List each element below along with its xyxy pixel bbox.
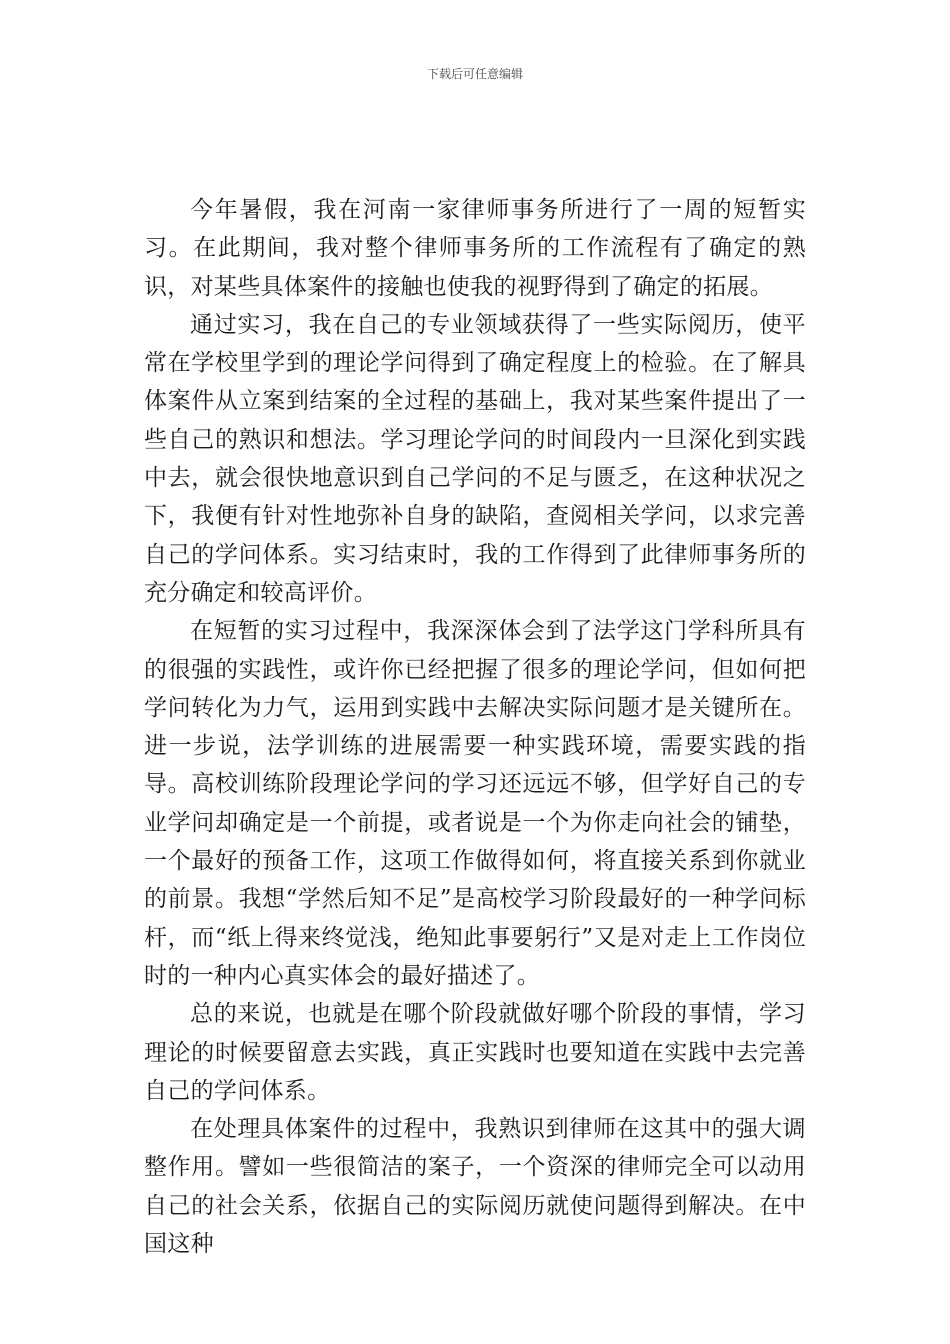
paragraph: 在处理具体案件的过程中，我熟识到律师在这其中的强大调整作用。譬如一些很简洁的案子，一个资深的律师完全可以动用自己的社会关系，依据自己的实际阅历就使问题得到解决。在中国这种 <box>144 1116 806 1258</box>
paragraph: 今年暑假，我在河南一家律师事务所进行了一周的短暂实习。在此期间，我对整个律师事务所的工作流程有了确定的熟识，对某些具体案件的接触也使我的视野得到了确定的拓展。 <box>144 197 806 300</box>
paragraph: 总的来说，也就是在哪个阶段就做好哪个阶段的事情，学习理论的时候要留意去实践，真正实践时也要知道在实践中去完善自己的学问体系。 <box>144 1001 806 1104</box>
paragraph: 通过实习，我在自己的专业领域获得了一些实际阅历，使平常在学校里学到的理论学问得到了确定程度上的检验。在了解具体案件从立案到结案的全过程的基础上，我对某些案件提出了一些自己的熟识和想法。学习理论学问的时间段内一旦深化到实践中去，就会很快地意识到自己学问的不足与匮乏，在这种状况之下，我便有针对性地弥补自身的缺陷，查阅相关学问，以求完善自己的学问体系。实习结束时，我的工作得到了此律师事务所的充分确定和较高评价。 <box>144 311 806 606</box>
document-body <box>144 191 806 1263</box>
page-header: 下载后可任意编辑 <box>426 67 523 81</box>
paragraph: 在短暂的实习过程中，我深深体会到了法学这门学科所具有的很强的实践性，或许你已经把握了很多的理论学问，但如何把学问转化为力气，运用到实践中去解决实际问题才是关键所在。进一步说，法学训练的进展需要一种实践环境，需要实践的指导。高校训练阶段理论学问的学习还远远不够，但学好自己的专业学问却确定是一个前提，或者说是一个为你走向社会的铺垫，一个最好的预备工作，这项工作做得如何，将直接关系到你就业的前景。我想“学然后知不足”是高校学习阶段最好的一种学问标杆，而“纸上得来终觉浅，绝知此事要躬行”又是对走上工作岗位时的一种内心真实体会的最好描述了。 <box>144 618 806 989</box>
